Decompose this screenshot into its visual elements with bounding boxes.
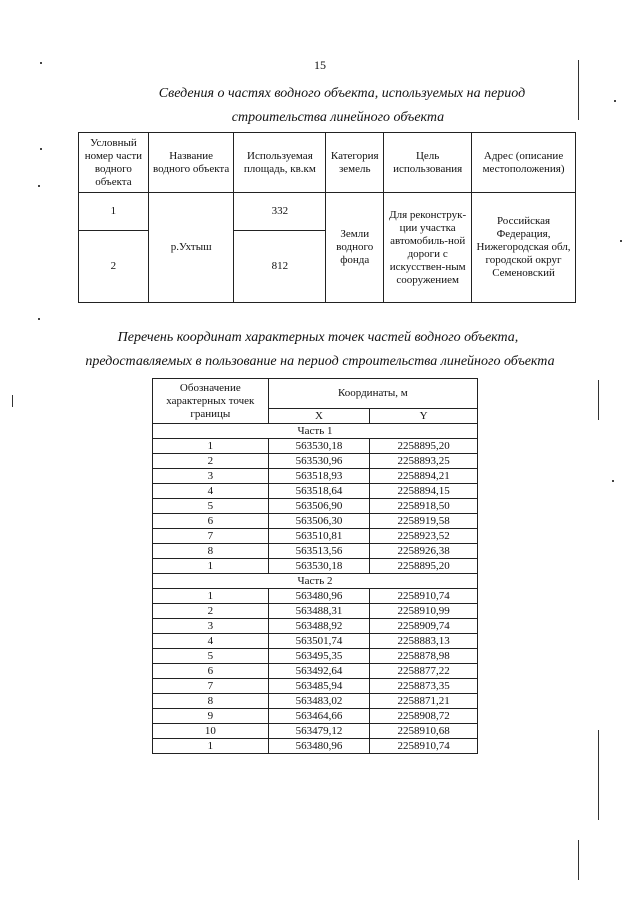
scan-speck — [40, 148, 42, 150]
coord-row — [153, 634, 478, 649]
x-coordinate: 563501,74 — [268, 634, 370, 649]
part-area: 812 — [234, 231, 326, 303]
point-label: 3 — [153, 619, 269, 634]
part1-label: Часть 1 — [153, 424, 478, 439]
page-number: 15 — [314, 58, 326, 72]
scan-speck — [38, 318, 40, 320]
x-coordinate: 563518,93 — [268, 469, 370, 484]
point-label: 5 — [153, 649, 269, 664]
x-coordinate: 563480,96 — [268, 589, 370, 604]
coord-row — [153, 694, 478, 709]
x-coordinate: 563518,64 — [268, 484, 370, 499]
coord-row — [153, 544, 478, 559]
x-coordinate: 563488,31 — [268, 604, 370, 619]
land-category: Земли водного фонда — [326, 193, 384, 303]
header-coordinates: Координаты, м — [268, 379, 477, 409]
coord-row — [153, 589, 478, 604]
coord-row — [153, 439, 478, 454]
y-coordinate: 2258926,38 — [370, 544, 478, 559]
point-label: 1 — [153, 739, 269, 754]
scan-edge-line — [578, 840, 579, 880]
y-coordinate: 2258910,74 — [370, 739, 478, 754]
point-label: 6 — [153, 514, 269, 529]
point-label: 9 — [153, 709, 269, 724]
point-label: 7 — [153, 679, 269, 694]
x-coordinate: 563530,18 — [268, 439, 370, 454]
header-point: Обозначение характерных точек границы — [153, 379, 269, 424]
heading-coords-line2: предоставляемых в пользование на период строительства линейного объекта — [85, 354, 555, 369]
y-coordinate: 2258894,21 — [370, 469, 478, 484]
scan-speck — [620, 240, 622, 242]
point-label: 1 — [153, 589, 269, 604]
scan-edge-line — [578, 60, 579, 120]
y-coordinate: 2258910,74 — [370, 589, 478, 604]
part-number: 2 — [79, 231, 149, 303]
y-coordinate: 2258895,20 — [370, 439, 478, 454]
scan-speck — [612, 480, 614, 482]
coord-row — [153, 514, 478, 529]
x-coordinate: 563506,90 — [268, 499, 370, 514]
coord-row — [153, 709, 478, 724]
header-address: Адрес (описание местоположения) — [472, 133, 576, 193]
y-coordinate: 2258893,25 — [370, 454, 478, 469]
coord-row — [153, 604, 478, 619]
coord-row — [153, 499, 478, 514]
x-coordinate: 563464,66 — [268, 709, 370, 724]
part2-label: Часть 2 — [153, 574, 478, 589]
point-label: 3 — [153, 469, 269, 484]
x-coordinate: 563479,12 — [268, 724, 370, 739]
x-coordinate: 563488,92 — [268, 619, 370, 634]
header-land-category: Категория земель — [326, 133, 384, 193]
point-label: 6 — [153, 664, 269, 679]
header-x: X — [268, 408, 370, 423]
point-label: 7 — [153, 529, 269, 544]
x-coordinate: 563485,94 — [268, 679, 370, 694]
heading-parts-line1: Сведения о частях водного объекта, используемых на период — [158, 86, 526, 101]
point-label: 10 — [153, 724, 269, 739]
coord-row — [153, 739, 478, 754]
point-label: 8 — [153, 544, 269, 559]
y-coordinate: 2258871,21 — [370, 694, 478, 709]
y-coordinate: 2258873,35 — [370, 679, 478, 694]
y-coordinate: 2258909,74 — [370, 619, 478, 634]
x-coordinate: 563492,64 — [268, 664, 370, 679]
parts-header-row — [79, 133, 576, 193]
x-coordinate: 563510,81 — [268, 529, 370, 544]
y-coordinate: 2258919,58 — [370, 514, 478, 529]
y-coordinate: 2258918,50 — [370, 499, 478, 514]
x-coordinate: 563513,56 — [268, 544, 370, 559]
header-object-name: Название водного объекта — [148, 133, 234, 193]
scan-edge-line — [598, 730, 599, 820]
scan-speck — [38, 185, 40, 187]
scan-edge-line — [12, 395, 13, 407]
y-coordinate: 2258883,13 — [370, 634, 478, 649]
coordinates-table — [152, 378, 478, 754]
x-coordinate: 563530,96 — [268, 454, 370, 469]
point-label: 2 — [153, 454, 269, 469]
part-label-row — [153, 424, 478, 439]
coord-row — [153, 484, 478, 499]
coords-header-row — [153, 379, 478, 409]
part-area: 332 — [234, 193, 326, 231]
x-coordinate: 563530,18 — [268, 559, 370, 574]
point-label: 1 — [153, 439, 269, 454]
coord-row — [153, 619, 478, 634]
y-coordinate: 2258923,52 — [370, 529, 478, 544]
location-address: Российская Федерация, Нижегородская обл, городской округ Семеновский — [472, 193, 576, 303]
heading-coords-line1: Перечень координат характерных точек частей водного объекта, — [117, 330, 519, 345]
parts-row — [79, 193, 576, 231]
heading-parts-line2: строительства линейного объекта — [231, 110, 445, 125]
object-name: р.Ухтыш — [148, 193, 234, 303]
coord-row — [153, 649, 478, 664]
x-coordinate: 563483,02 — [268, 694, 370, 709]
point-label: 2 — [153, 604, 269, 619]
part-number: 1 — [79, 193, 149, 231]
x-coordinate: 563495,35 — [268, 649, 370, 664]
y-coordinate: 2258910,68 — [370, 724, 478, 739]
coord-row — [153, 559, 478, 574]
y-coordinate: 2258895,20 — [370, 559, 478, 574]
coord-row — [153, 469, 478, 484]
header-part-number: Условный номер части водного объекта — [79, 133, 149, 193]
point-label: 8 — [153, 694, 269, 709]
coord-row — [153, 664, 478, 679]
usage-purpose: Для реконструк-ции участка автомобиль-ной дороги с искусствен-ным сооружением — [384, 193, 472, 303]
y-coordinate: 2258877,22 — [370, 664, 478, 679]
header-y: Y — [370, 408, 478, 423]
x-coordinate: 563480,96 — [268, 739, 370, 754]
scan-edge-line — [598, 380, 599, 420]
y-coordinate: 2258910,99 — [370, 604, 478, 619]
point-label: 1 — [153, 559, 269, 574]
scan-speck — [614, 100, 616, 102]
y-coordinate: 2258878,98 — [370, 649, 478, 664]
point-label: 4 — [153, 484, 269, 499]
part-label-row — [153, 574, 478, 589]
y-coordinate: 2258894,15 — [370, 484, 478, 499]
coord-row — [153, 454, 478, 469]
coord-row — [153, 679, 478, 694]
coord-row — [153, 724, 478, 739]
header-purpose: Цель использования — [384, 133, 472, 193]
x-coordinate: 563506,30 — [268, 514, 370, 529]
header-area: Используемая площадь, кв.км — [234, 133, 326, 193]
point-label: 4 — [153, 634, 269, 649]
coord-row — [153, 529, 478, 544]
y-coordinate: 2258908,72 — [370, 709, 478, 724]
parts-table — [78, 132, 576, 303]
scan-speck — [40, 62, 42, 64]
point-label: 5 — [153, 499, 269, 514]
